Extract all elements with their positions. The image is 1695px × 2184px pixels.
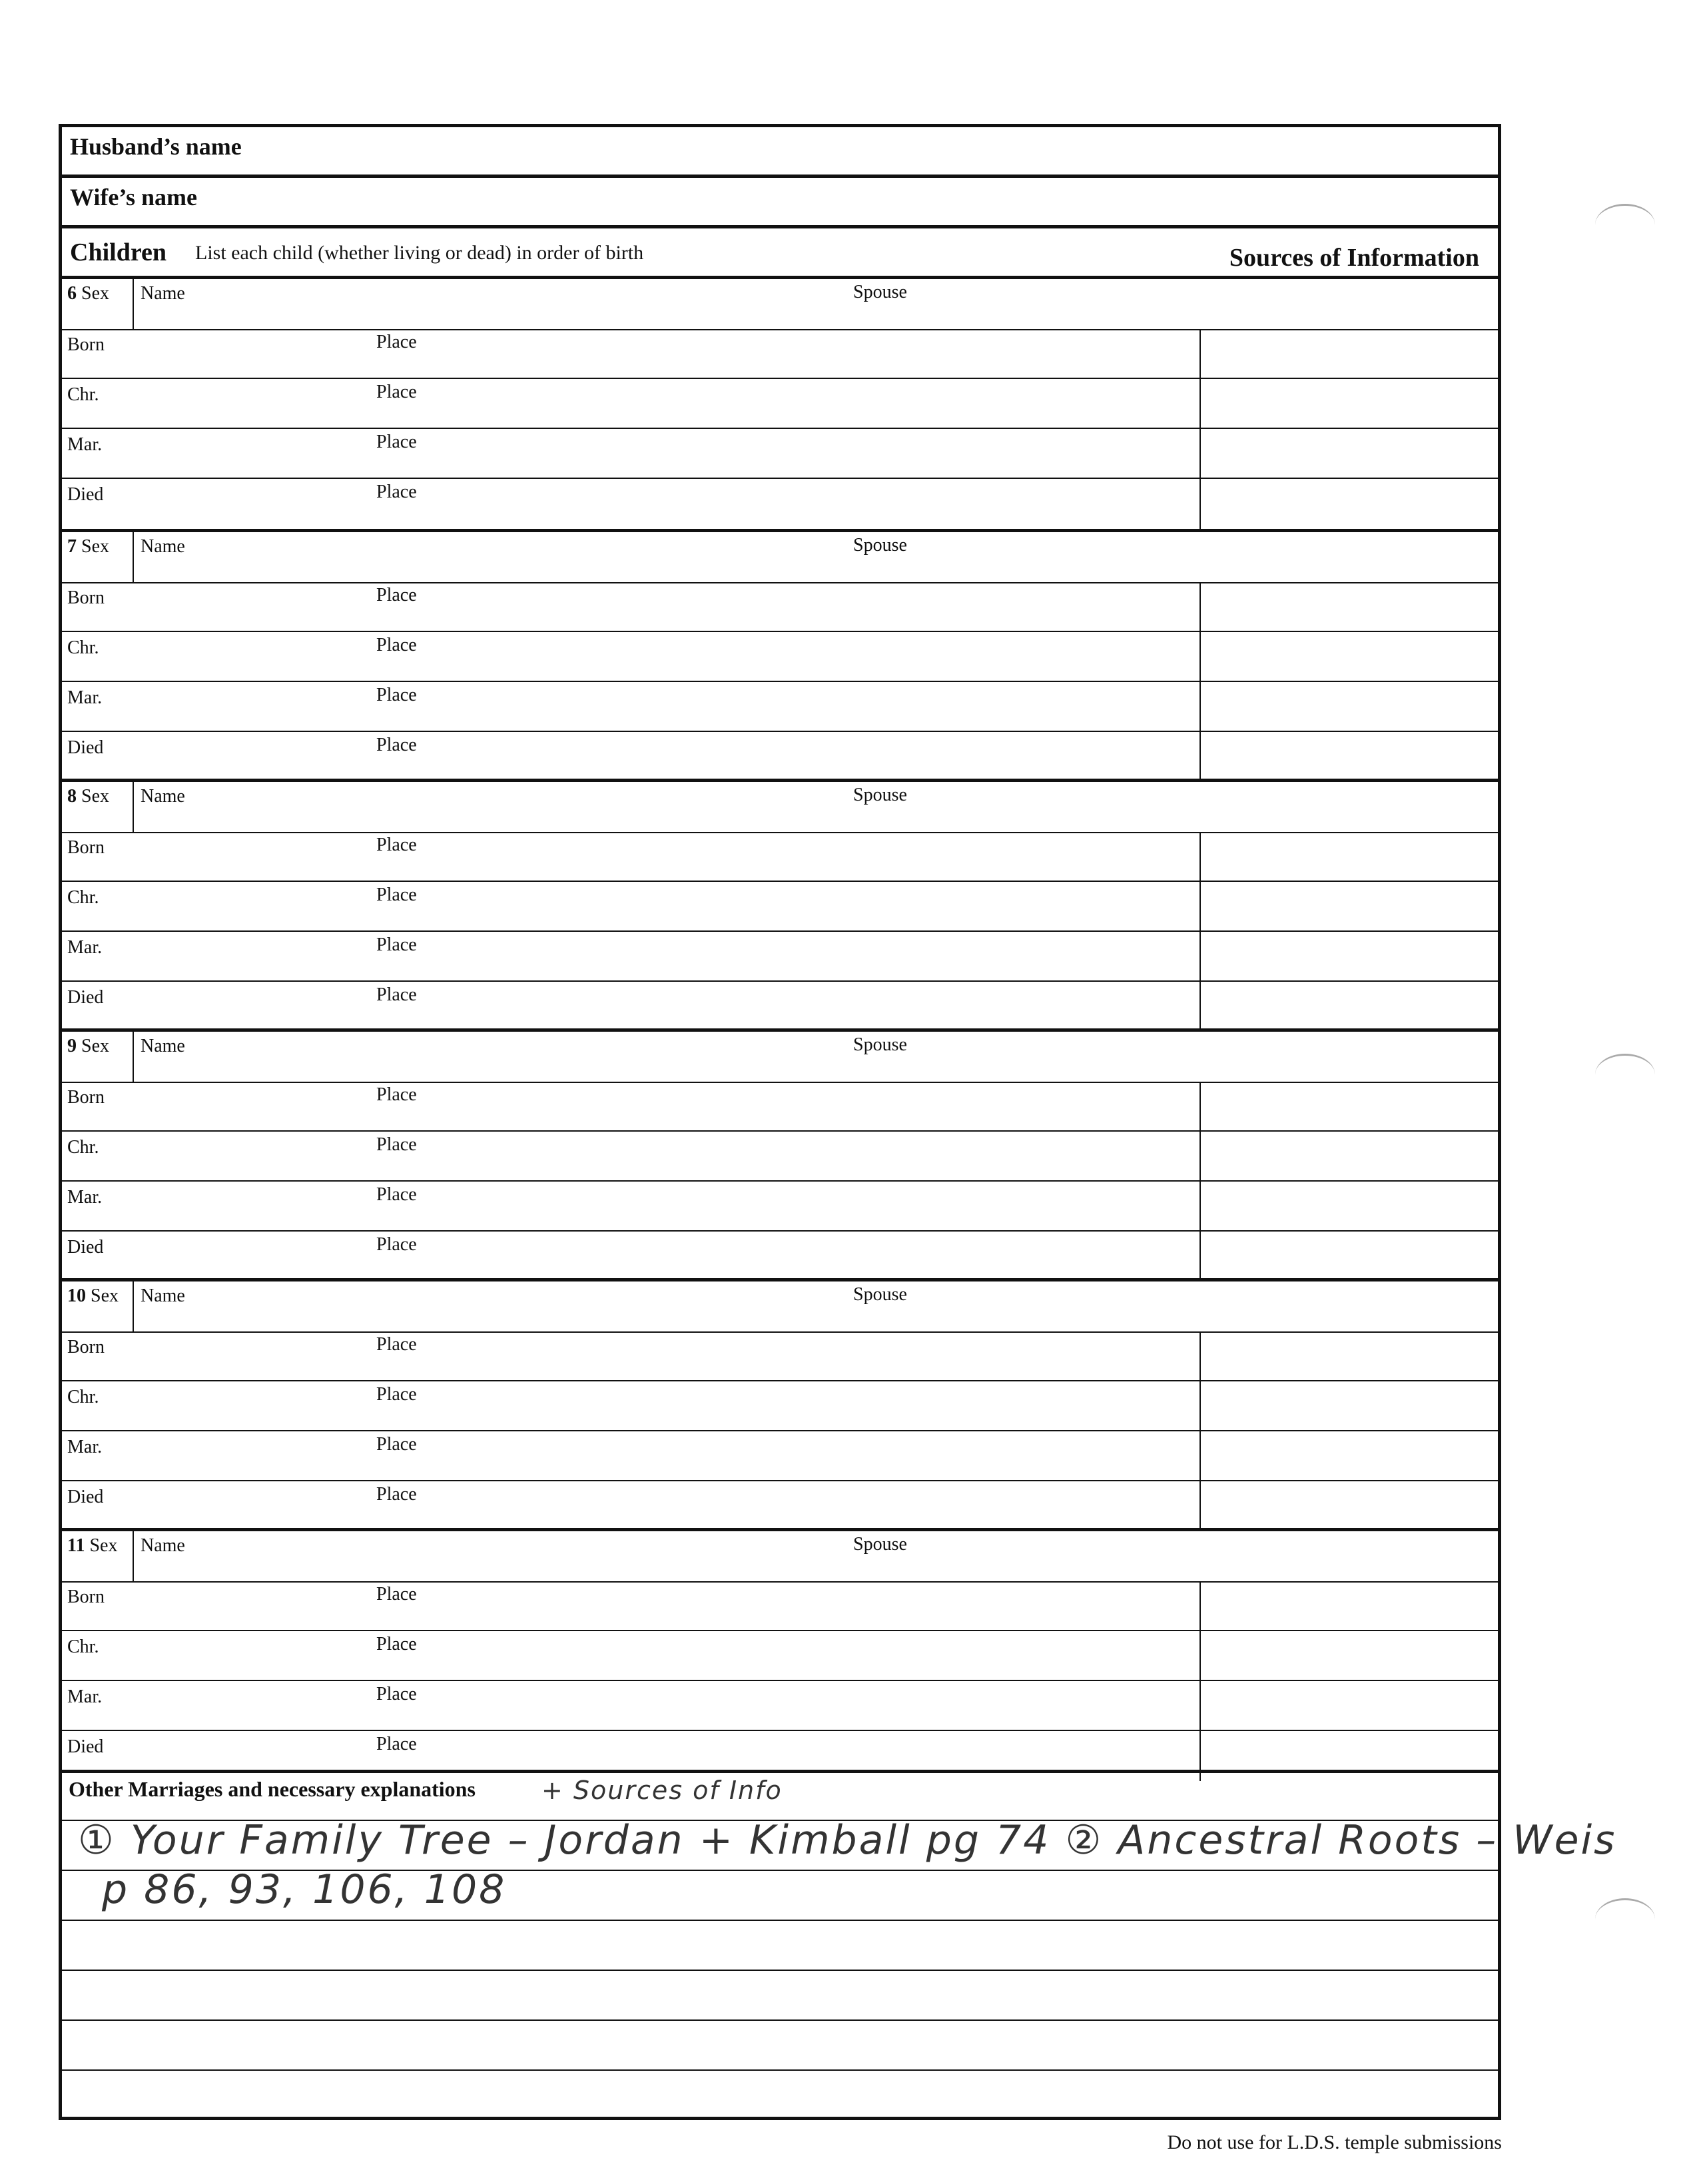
child-block xyxy=(62,1028,1498,1278)
event-label: Chr. xyxy=(67,384,99,405)
spouse-label: Spouse xyxy=(853,282,907,302)
children-header xyxy=(62,228,1498,279)
event-label: Born xyxy=(67,1587,105,1607)
event-row[interactable] xyxy=(62,379,1498,429)
sex-label: Sex xyxy=(81,536,109,557)
event-row[interactable] xyxy=(62,632,1498,682)
event-row[interactable] xyxy=(62,1232,1498,1281)
handwritten-line-2: p 86, 93, 106, 108 xyxy=(102,1866,507,1913)
event-row[interactable] xyxy=(62,1331,1498,1381)
event-label: Mar. xyxy=(67,1686,103,1707)
child-number: 11 xyxy=(67,1535,85,1556)
place-label: Place xyxy=(376,1484,417,1505)
place-label: Place xyxy=(376,934,417,955)
child-number: 8 xyxy=(67,786,77,807)
child-block xyxy=(62,279,1498,529)
event-row[interactable] xyxy=(62,1681,1498,1731)
child-sex-field[interactable] xyxy=(62,1032,134,1082)
place-label: Place xyxy=(376,482,417,502)
sources-of-information-title: Sources of Information xyxy=(1229,244,1479,272)
event-row[interactable] xyxy=(62,429,1498,479)
child-block xyxy=(62,1278,1498,1528)
name-label: Name xyxy=(141,536,185,557)
event-label: Died xyxy=(67,737,104,758)
family-group-sheet xyxy=(59,124,1617,2120)
place-label: Place xyxy=(376,885,417,905)
child-sex-field[interactable] xyxy=(62,782,134,832)
event-label: Mar. xyxy=(67,687,103,708)
event-label: Born xyxy=(67,1087,105,1108)
note-line xyxy=(62,2069,1498,2071)
event-row[interactable] xyxy=(62,1381,1498,1431)
child-sex-field[interactable] xyxy=(62,1531,134,1581)
event-label: Chr. xyxy=(67,1137,99,1158)
spouse-label: Spouse xyxy=(853,1034,907,1055)
sources-column-divider xyxy=(1199,1331,1201,1531)
event-row[interactable] xyxy=(62,1132,1498,1182)
place-label: Place xyxy=(376,332,417,352)
note-line xyxy=(62,1920,1498,1921)
event-label: Died xyxy=(67,1487,104,1507)
event-row[interactable] xyxy=(62,479,1498,529)
child-block xyxy=(62,779,1498,1028)
place-label: Place xyxy=(376,1634,417,1654)
place-label: Place xyxy=(376,1434,417,1455)
husband-name-row[interactable] xyxy=(62,127,1498,178)
event-label: Mar. xyxy=(67,1437,103,1457)
event-label: Chr. xyxy=(67,637,99,658)
child-block xyxy=(62,1528,1498,1778)
event-label: Mar. xyxy=(67,937,103,958)
event-row[interactable] xyxy=(62,832,1498,882)
event-label: Born xyxy=(67,334,105,355)
place-label: Place xyxy=(376,835,417,855)
sex-label: Sex xyxy=(91,1285,119,1306)
other-marriages-section xyxy=(62,1770,1617,2117)
event-row[interactable] xyxy=(62,982,1498,1032)
event-row[interactable] xyxy=(62,1082,1498,1132)
event-label: Died xyxy=(67,1237,104,1258)
place-label: Place xyxy=(376,1384,417,1405)
child-name-row[interactable] xyxy=(62,1032,1498,1083)
sex-label: Sex xyxy=(81,786,109,807)
event-row[interactable] xyxy=(62,1631,1498,1681)
sources-column-divider xyxy=(1199,1581,1201,1781)
event-label: Born xyxy=(67,837,105,858)
event-row[interactable] xyxy=(62,1481,1498,1531)
place-label: Place xyxy=(376,685,417,705)
spouse-label: Spouse xyxy=(853,1284,907,1305)
name-label: Name xyxy=(141,283,185,304)
event-label: Died xyxy=(67,1736,104,1757)
place-label: Place xyxy=(376,1734,417,1754)
name-label: Name xyxy=(141,786,185,807)
children-title: Children xyxy=(70,238,167,266)
place-label: Place xyxy=(376,432,417,452)
event-row[interactable] xyxy=(62,329,1498,379)
spouse-label: Spouse xyxy=(853,1534,907,1555)
place-label: Place xyxy=(376,1584,417,1605)
sex-label: Sex xyxy=(81,1036,109,1056)
place-label: Place xyxy=(376,1234,417,1255)
event-label: Mar. xyxy=(67,434,103,455)
place-label: Place xyxy=(376,1184,417,1205)
children-instructions: List each child (whether living or dead) in order of birth xyxy=(195,242,644,264)
child-name-row[interactable] xyxy=(62,782,1498,833)
place-label: Place xyxy=(376,735,417,755)
event-label: Chr. xyxy=(67,887,99,908)
child-number: 7 xyxy=(67,536,77,557)
event-label: Born xyxy=(67,587,105,608)
sex-label: Sex xyxy=(89,1535,118,1556)
child-name-row[interactable] xyxy=(62,1281,1498,1333)
spouse-label: Spouse xyxy=(853,785,907,805)
footer-disclaimer: Do not use for L.D.S. temple submissions xyxy=(1167,2131,1502,2153)
event-row[interactable] xyxy=(62,882,1498,932)
place-label: Place xyxy=(376,1684,417,1704)
sources-column-divider xyxy=(1199,832,1201,1032)
child-number: 10 xyxy=(67,1285,86,1306)
child-sex-field[interactable] xyxy=(62,532,134,582)
note-line xyxy=(62,1970,1498,1971)
punch-hole-mark xyxy=(1595,204,1655,246)
event-row[interactable] xyxy=(62,582,1498,632)
child-number: 9 xyxy=(67,1036,77,1056)
punch-hole-mark xyxy=(1595,1054,1655,1096)
place-label: Place xyxy=(376,984,417,1005)
handwritten-line-1: ① Your Family Tree – Jordan + Kimball pg 74 ② Ancestral Roots – Weis xyxy=(78,1817,1617,1864)
sources-column-divider xyxy=(1199,1082,1201,1281)
note-line xyxy=(62,2019,1498,2021)
child-block xyxy=(62,529,1498,779)
wife-name-row[interactable] xyxy=(62,178,1498,228)
event-label: Died xyxy=(67,484,104,505)
child-number: 6 xyxy=(67,283,77,304)
event-label: Mar. xyxy=(67,1187,103,1208)
punch-hole-mark xyxy=(1595,1898,1655,1940)
place-label: Place xyxy=(376,1134,417,1155)
event-row[interactable] xyxy=(62,932,1498,982)
child-name-row[interactable] xyxy=(62,1531,1498,1583)
event-row[interactable] xyxy=(62,1581,1498,1631)
place-label: Place xyxy=(376,585,417,605)
event-row[interactable] xyxy=(62,682,1498,732)
event-row[interactable] xyxy=(62,1431,1498,1481)
place-label: Place xyxy=(376,1084,417,1105)
child-name-row[interactable] xyxy=(62,279,1498,330)
event-row[interactable] xyxy=(62,732,1498,782)
handwritten-sources-note: + Sources of Info xyxy=(541,1776,783,1805)
place-label: Place xyxy=(376,382,417,402)
wife-name-label: Wife’s name xyxy=(70,184,197,210)
event-label: Chr. xyxy=(67,1637,99,1657)
name-label: Name xyxy=(141,1285,185,1306)
place-label: Place xyxy=(376,635,417,655)
other-marriages-title: Other Marriages and necessary explanations xyxy=(69,1777,476,1801)
child-sex-field[interactable] xyxy=(62,279,134,329)
name-label: Name xyxy=(141,1036,185,1056)
sources-column-divider xyxy=(1199,329,1201,529)
sources-column-divider xyxy=(1199,582,1201,782)
event-row[interactable] xyxy=(62,1182,1498,1232)
place-label: Place xyxy=(376,1334,417,1355)
name-label: Name xyxy=(141,1535,185,1556)
event-label: Born xyxy=(67,1337,105,1357)
sex-label: Sex xyxy=(81,283,109,304)
husband-name-label: Husband’s name xyxy=(70,133,242,160)
spouse-label: Spouse xyxy=(853,535,907,555)
child-name-row[interactable] xyxy=(62,532,1498,583)
event-label: Died xyxy=(67,987,104,1008)
event-label: Chr. xyxy=(67,1387,99,1407)
child-sex-field[interactable] xyxy=(62,1281,134,1331)
